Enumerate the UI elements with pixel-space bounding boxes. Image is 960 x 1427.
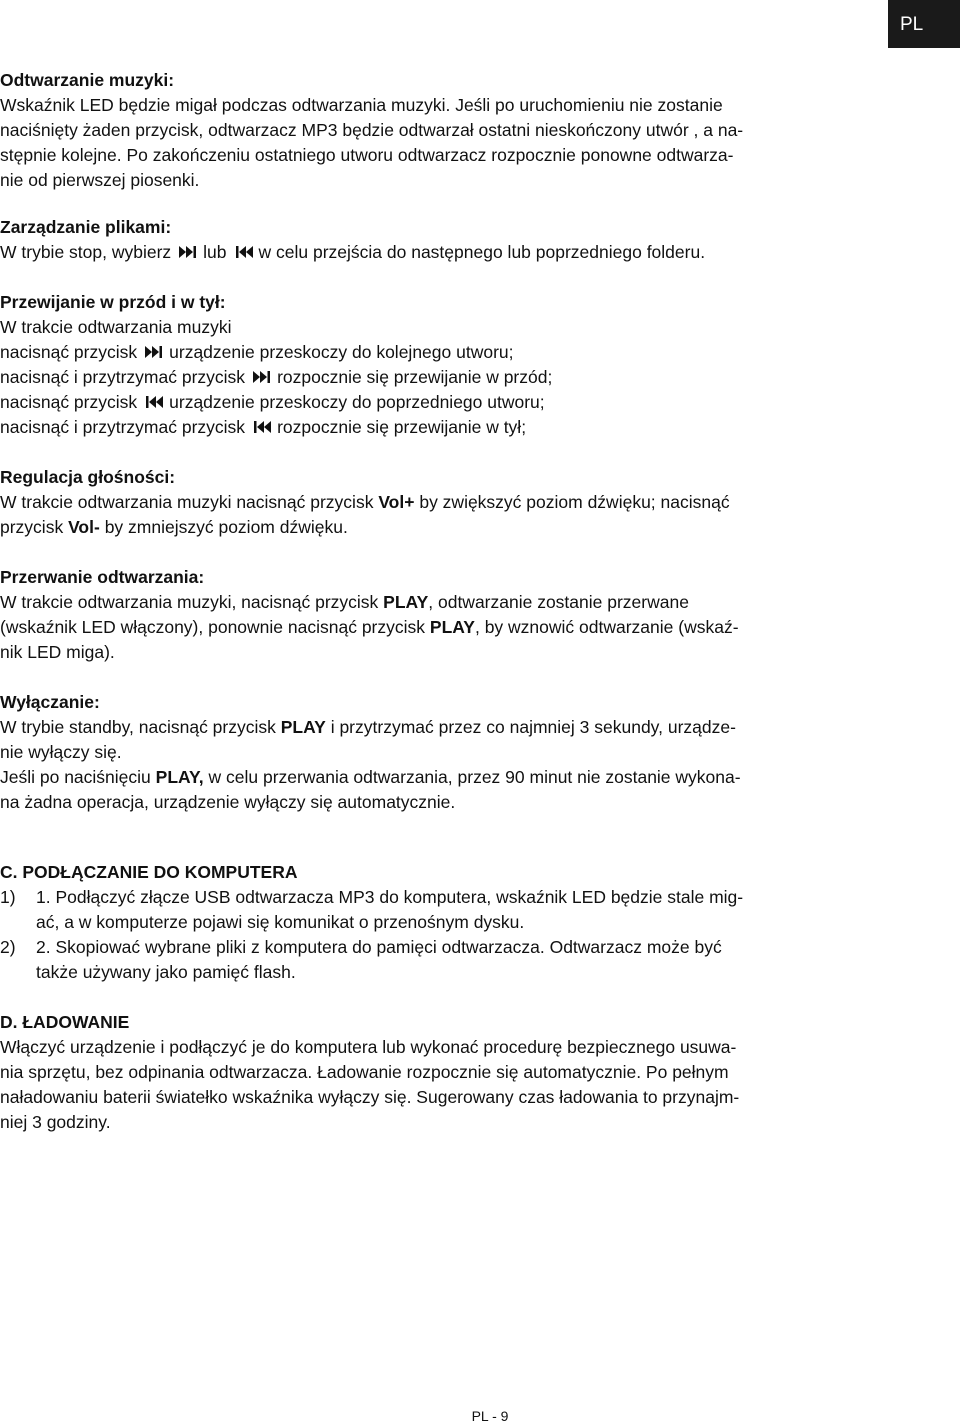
text: W trybie stop, wybierz bbox=[0, 242, 172, 262]
paragraph-line bbox=[0, 715, 880, 740]
section-power-off bbox=[0, 690, 880, 815]
section-music-playback bbox=[0, 68, 880, 193]
list-item bbox=[0, 885, 880, 910]
text: przycisk bbox=[0, 517, 69, 537]
paragraph-line bbox=[0, 415, 880, 440]
text: rozpocznie się przewijanie w tył; bbox=[277, 417, 527, 437]
text: lub bbox=[203, 242, 227, 262]
text: nacisnąć i przytrzymać przycisk bbox=[0, 417, 246, 437]
paragraph-line: stępnie kolejne. Po zakończeniu ostatniego utworu odtwarzacz rozpocznie ponowne odtwarza- bbox=[0, 145, 734, 165]
paragraph-line: naciśnięty żaden przycisk, odtwarzacz MP3 będzie odtwarzał ostatni nieskończony utwór , a na- bbox=[0, 120, 744, 140]
text: nacisnąć i przytrzymać przycisk bbox=[0, 367, 246, 387]
list-item-text: 1. Podłączyć złącze USB odtwarzacza MP3 do komputera, wskaźnik LED będzie stale mig- bbox=[36, 887, 744, 907]
skip-next-icon bbox=[251, 370, 273, 384]
button-name: PLAY bbox=[280, 717, 326, 737]
paragraph-line bbox=[0, 590, 880, 615]
paragraph-line bbox=[0, 515, 880, 540]
skip-previous-icon bbox=[143, 395, 165, 409]
section-heading: Zarządzanie plikami: bbox=[0, 217, 172, 237]
paragraph-line bbox=[0, 765, 880, 790]
section-heading: D. ŁADOWANIE bbox=[0, 1012, 130, 1032]
section-heading: Przerwanie odtwarzania: bbox=[0, 567, 205, 587]
paragraph-line: Włączyć urządzenie i podłączyć je do komputera lub wykonać procedurę bezpiecznego usuwa- bbox=[0, 1037, 737, 1057]
section-volume bbox=[0, 465, 880, 540]
text: i przytrzymać przez co najmniej 3 sekundy, urządze- bbox=[325, 717, 736, 737]
section-heading: C. PODŁĄCZANIE DO KOMPUTERA bbox=[0, 862, 298, 882]
list-number: 2) bbox=[0, 937, 16, 957]
skip-next-icon bbox=[143, 345, 165, 359]
paragraph-line bbox=[0, 365, 880, 390]
text: , odtwarzanie zostanie przerwane bbox=[428, 592, 689, 612]
button-name: Vol- bbox=[68, 517, 100, 537]
paragraph-line bbox=[0, 615, 880, 640]
button-name: PLAY bbox=[429, 617, 475, 637]
skip-previous-icon bbox=[233, 245, 255, 259]
text: rozpocznie się przewijanie w przód; bbox=[277, 367, 553, 387]
list-item-continuation: ać, a w komputerze pojawi się komunikat o przenośnym dysku. bbox=[36, 912, 525, 932]
section-heading: Wyłączanie: bbox=[0, 692, 100, 712]
section-pause bbox=[0, 565, 880, 665]
list-item-text: 2. Skopiować wybrane pliki z komputera do pamięci odtwarzacza. Odtwarzacz może być bbox=[36, 937, 722, 957]
paragraph-line bbox=[0, 390, 880, 415]
text: urządzenie przeskoczy do kolejnego utworu; bbox=[169, 342, 514, 362]
text: w celu przejścia do następnego lub poprzedniego folderu. bbox=[258, 242, 706, 262]
document-body bbox=[0, 68, 880, 1160]
text: nacisnąć przycisk bbox=[0, 342, 138, 362]
skip-next-icon bbox=[177, 245, 199, 259]
page-number: PL - 9 bbox=[471, 1408, 509, 1424]
language-tab: PL bbox=[888, 0, 960, 48]
paragraph-line: W trakcie odtwarzania muzyki bbox=[0, 317, 232, 337]
section-heading: Przewijanie w przód i w tył: bbox=[0, 292, 226, 312]
button-name: PLAY bbox=[383, 592, 429, 612]
section-heading: Odtwarzanie muzyki: bbox=[0, 70, 175, 90]
text: W trybie standby, nacisnąć przycisk bbox=[0, 717, 281, 737]
text: urządzenie przeskoczy do poprzedniego utworu; bbox=[169, 392, 545, 412]
paragraph-line bbox=[0, 240, 880, 265]
paragraph-line: nia sprzętu, bez odpinania odtwarzacza. Ładowanie rozpocznie się automatycznie. Po pełnym bbox=[0, 1062, 729, 1082]
button-name: PLAY, bbox=[155, 767, 204, 787]
paragraph-line: nie od pierwszej piosenki. bbox=[0, 170, 200, 190]
text: Jeśli po naciśnięciu bbox=[0, 767, 156, 787]
paragraph-line: naładowaniu baterii światełko wskaźnika wyłączy się. Sugerowany czas ładowania to przynajm- bbox=[0, 1087, 740, 1107]
paragraph-line: niej 3 godziny. bbox=[0, 1112, 111, 1132]
paragraph-line bbox=[0, 490, 880, 515]
text: W trakcie odtwarzania muzyki, nacisnąć przycisk bbox=[0, 592, 384, 612]
skip-previous-icon bbox=[251, 420, 273, 434]
section-file-management bbox=[0, 215, 880, 265]
paragraph-line: Wskaźnik LED będzie migał podczas odtwarzania muzyki. Jeśli po uruchomieniu nie zostanie bbox=[0, 95, 723, 115]
section-charging bbox=[0, 1010, 880, 1135]
paragraph-line bbox=[0, 340, 880, 365]
text: , by wznowić odtwarzanie (wskaź- bbox=[474, 617, 739, 637]
paragraph-line: nie wyłączy się. bbox=[0, 742, 122, 762]
text: w celu przerwania odtwarzania, przez 90 minut nie zostanie wykona- bbox=[203, 767, 741, 787]
text: W trakcie odtwarzania muzyki nacisnąć przycisk bbox=[0, 492, 379, 512]
paragraph-line: na żadna operacja, urządzenie wyłączy się automatycznie. bbox=[0, 792, 456, 812]
list-item-continuation: także używany jako pamięć flash. bbox=[36, 962, 296, 982]
text: (wskaźnik LED włączony), ponownie nacisnąć przycisk bbox=[0, 617, 430, 637]
text: by zmniejszyć poziom dźwięku. bbox=[99, 517, 348, 537]
button-name: Vol+ bbox=[378, 492, 415, 512]
text: nacisnąć przycisk bbox=[0, 392, 138, 412]
list-item bbox=[0, 935, 880, 960]
section-seek bbox=[0, 290, 880, 440]
section-connect-computer bbox=[0, 860, 880, 985]
paragraph-line: nik LED miga). bbox=[0, 642, 115, 662]
list-number: 1) bbox=[0, 887, 16, 907]
section-heading: Regulacja głośności: bbox=[0, 467, 176, 487]
text: by zwiększyć poziom dźwięku; nacisnąć bbox=[414, 492, 730, 512]
